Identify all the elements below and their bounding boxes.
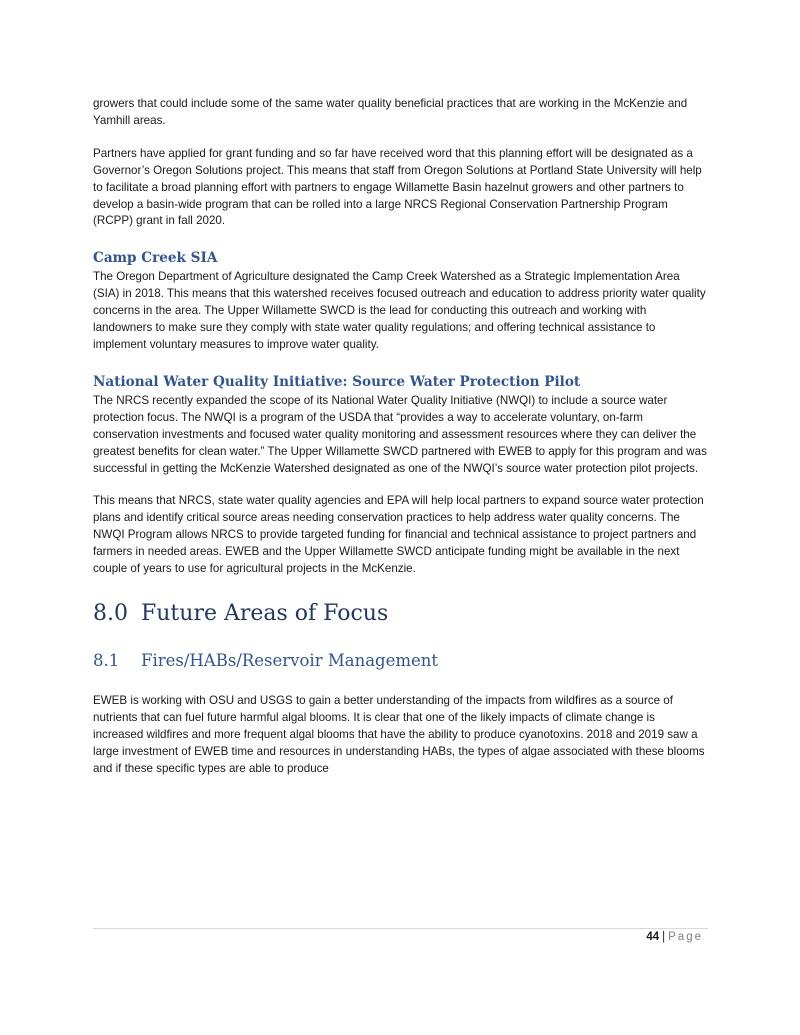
section-8-1-title: Fires/HABs/Reservoir Management: [141, 650, 439, 670]
page-footer: [646, 931, 703, 943]
nwqi-paragraph-1: The NRCS recently expanded the scope of its National Water Quality Initiative (NWQI) to include a source water protection focus. The NWQI is a program of the USDA that “provides a way to accelerate voluntary, on-farm conservation investments and focused water quality monitoring and assessment resources where they can deliver the greatest benefits for clean water.” The Upper Willamette SWCD partnered with EWEB to apply for this program and was successful in getting the McKenzie Watershed designated as one of the NWQI’s source water protection pilot projects.: [93, 393, 707, 475]
page-label: Page: [668, 931, 703, 943]
camp-creek-paragraph: The Oregon Department of Agriculture designated the Camp Creek Watershed as a Strategic Implementation Area (SIA) in 2018. This means that this watershed receives focused outreach and education to address priority water quality concerns in the area. The Upper Willamette SWCD is the lead for conducting this outreach and working with landowners to make sure they comply with state water quality regulations; and offering technical assistance to implement voluntary measures to improve water quality.: [93, 270, 706, 351]
camp-creek-heading: Camp Creek SIA: [93, 250, 218, 267]
footer-divider: [93, 928, 708, 929]
intro-paragraph-2: Partners have applied for grant funding and so far have received word that this planning effort will be designated as a Governor’s Oregon Solutions project. This means that staff from Oregon Solutions at Portland State University will help to facilitate a broad planning effort with partners to engage Willamette Basin hazelnut growers and other partners to develop a basin-wide program that can be rolled into a large NRCS Regional Conservation Partnership Program (RCPP) grant in fall 2020.: [93, 146, 702, 228]
page-content: [93, 96, 708, 793]
nwqi-paragraph-2: This means that NRCS, state water quality agencies and EPA will help local partners to expand source water protection plans and identify critical source areas needing conservation practices to help address water quality concerns. The NWQI Program allows NRCS to provide targeted funding for financial and technical assistance to project partners and farmers in needed areas. EWEB and the Upper Willamette SWCD anticipate funding might be available in the next couple of years to use for agricultural projects in the McKenzie.: [93, 494, 704, 576]
section-8-1-heading: [93, 650, 708, 672]
page-number: 44: [646, 931, 660, 943]
section-8-number: 8.0: [93, 600, 128, 626]
footer-separator: |: [662, 931, 666, 943]
section-8-1-paragraph: EWEB is working with OSU and USGS to gain a better understanding of the impacts from wildfires as a source of nutrients that can fuel future harmful algal blooms. It is clear that one of the likely impacts of climate change is increased wildfires and more frequent algal blooms that have the ability to produce cyanotoxins. 2018 and 2019 saw a large investment of EWEB time and resources in understanding HABs, the types of algae associated with these blooms and if these specific types are able to produce: [93, 693, 705, 775]
section-8-heading: [93, 600, 708, 628]
section-8-1-number: 8.1: [93, 650, 120, 670]
intro-paragraph-1: growers that could include some of the same water quality beneficial practices that are working in the McKenzie and Yamhill areas.: [93, 97, 688, 127]
nwqi-heading: National Water Quality Initiative: Source Water Protection Pilot: [93, 373, 581, 390]
section-8-title: Future Areas of Focus: [141, 600, 389, 626]
